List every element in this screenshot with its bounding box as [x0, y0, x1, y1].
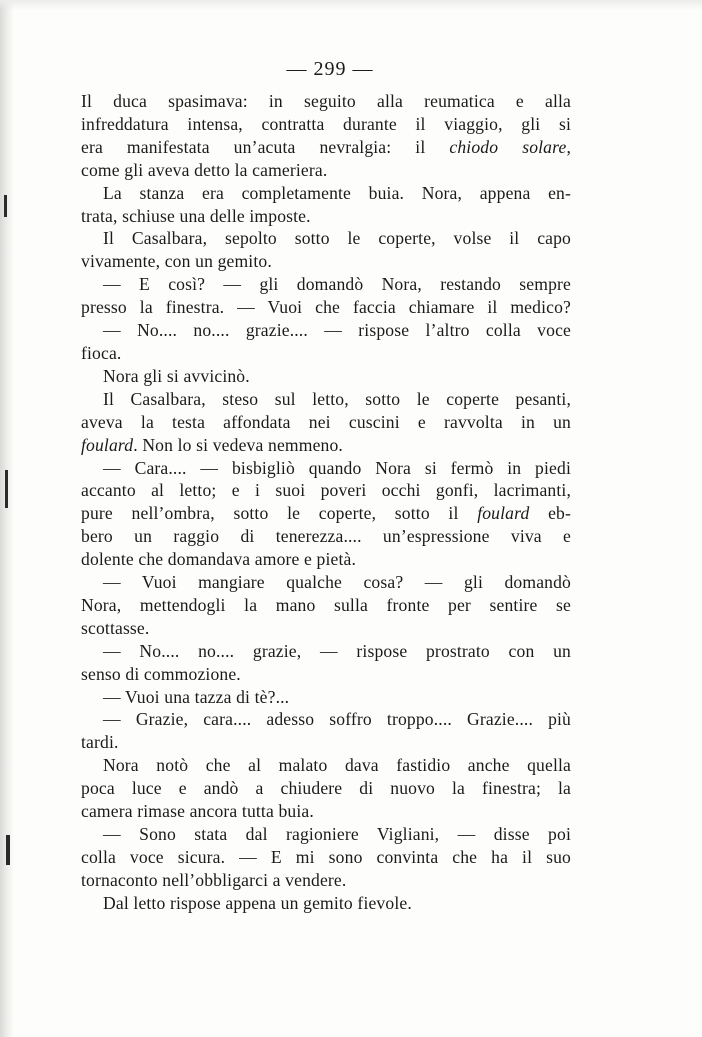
italic-phrase: chiodo solare: [449, 136, 567, 157]
text-line: tardi.: [81, 732, 119, 753]
text-line: vivamente, con un gemito.: [81, 251, 272, 272]
text-line: Nora gli si avvicinò.: [103, 365, 250, 386]
text-line: scottasse.: [81, 617, 150, 638]
page-edge-shadow: [0, 0, 14, 1037]
text-line: poca luce e andò a chiudere di nuovo la finestra; la: [81, 778, 571, 799]
text-line: — E così? — gli domandò Nora, restando sempre: [103, 274, 571, 295]
text-line: Il Casalbara, steso sul letto, sotto le coperte pesanti,: [103, 388, 571, 409]
text-line: aveva la testa affondata nei cuscini e ravvolta in un: [81, 411, 571, 432]
text-line: Il duca spasimava: in seguito alla reumatica e alla: [81, 91, 571, 111]
italic-phrase: foulard: [81, 434, 134, 455]
text-line: trata, schiuse una delle imposte.: [81, 205, 311, 226]
page-top-shadow: [0, 0, 702, 10]
scan-mark: [5, 470, 8, 508]
text-line: come gli aveva detto la cameriera.: [81, 159, 328, 180]
text-line: — No.... no.... grazie.... — rispose l’altro colla voce: [103, 320, 571, 341]
text-line: fioca.: [81, 342, 122, 363]
text-line: infreddatura intensa, contratta durante il viaggio, gli si: [81, 113, 571, 134]
text-line: Nora notò che al malato dava fastidio anche quella: [103, 755, 571, 776]
text-line: senso di commozione.: [81, 663, 241, 684]
text-line: accanto al letto; e i suoi poveri occhi gonfi, lacrimanti,: [81, 480, 571, 501]
scan-mark: [6, 835, 10, 865]
page-number: — 299 —: [286, 58, 374, 80]
text-line: foulard. Non lo si vedeva nemmeno.: [81, 434, 343, 455]
text-line: — Vuoi mangiare qualche cosa? — gli domandò: [103, 572, 571, 593]
text-line: colla voce sicura. — E mi sono convinta che ha il suo: [81, 846, 571, 867]
text-line: — No.... no.... grazie, — rispose prostrato con un: [103, 640, 571, 661]
text-line: Il Casalbara, sepolto sotto le coperte, volse il capo: [103, 228, 571, 249]
text-line: dolente che domandava amore e pietà.: [81, 549, 357, 570]
text-line: Dal letto rispose appena un gemito fievole.: [103, 892, 412, 913]
italic-phrase: foulard: [477, 503, 530, 524]
body-text: [81, 90, 571, 915]
text-line: tornaconto nell’obbligarci a vendere.: [81, 869, 347, 890]
text-line: — Cara.... — bisbigliò quando Nora si fermò in piedi: [103, 457, 571, 478]
text-line: — Vuoi una tazza di tè?...: [103, 686, 290, 707]
text-line: presso la finestra. — Vuoi che faccia chiamare il medico?: [81, 297, 571, 318]
text-line: bero un raggio di tenerezza.... un’espressione viva e: [81, 526, 571, 547]
text-line: era manifestata un’acuta nevralgia: il chiodo solare,: [81, 136, 571, 157]
text-line: — Sono stata dal ragioniere Vigliani, — disse poi: [103, 824, 571, 844]
text-line: camera rimase ancora tutta buia.: [81, 801, 314, 822]
text-line: pure nell’ombra, sotto le coperte, sotto il foulard eb-: [81, 503, 571, 524]
text-line: — Grazie, cara.... adesso soffro troppo.... Grazie.... più: [103, 709, 571, 730]
text-line: La stanza era completamente buia. Nora, appena en-: [103, 182, 571, 203]
text-line: Nora, mettendogli la mano sulla fronte per sentire se: [81, 594, 571, 615]
scan-mark: [4, 195, 7, 217]
